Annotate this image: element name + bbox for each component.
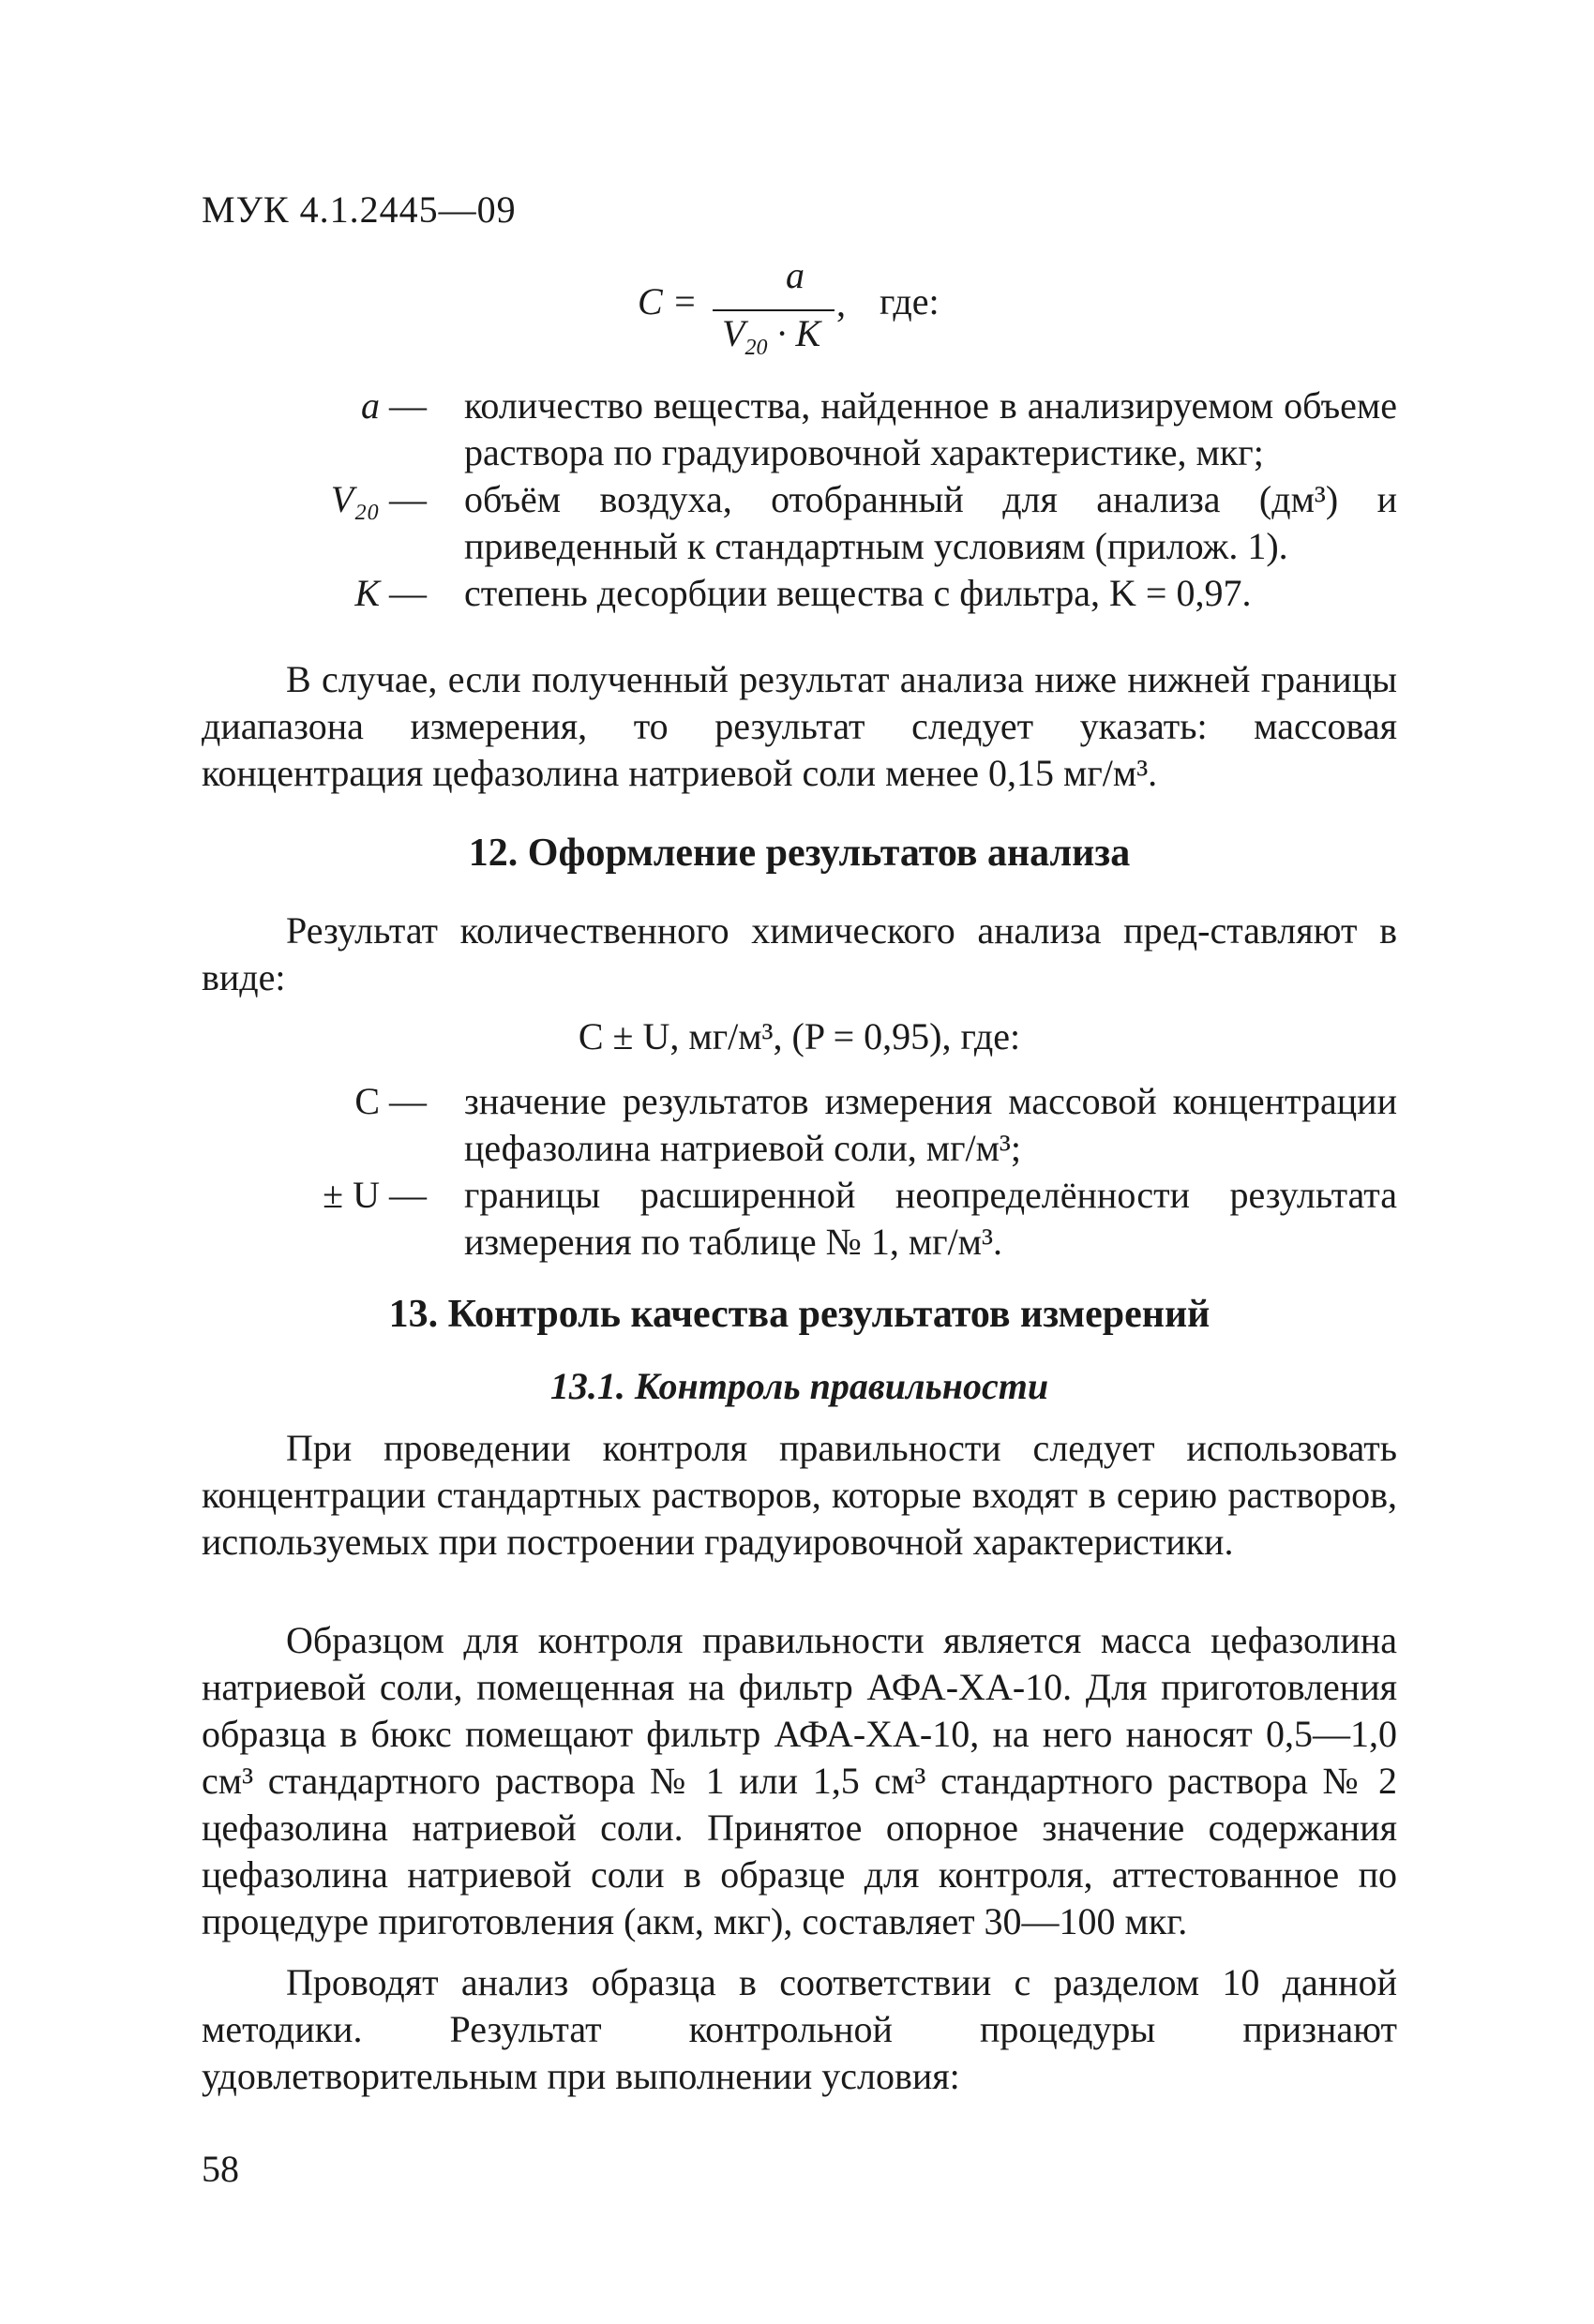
- definition-symbol: K: [354, 572, 380, 614]
- concentration-formula: [638, 253, 1031, 360]
- section-13-paragraph-1: При проведении контроля правильности следует использовать концентрации стандартных растворов, которые входят в серию растворов, используемых при построении градуировочной характеристики.: [202, 1427, 1397, 1563]
- definition-text: степень десорбции вещества с фильтра, K = 0,97.: [464, 572, 1252, 614]
- section-13-paragraph-2: Образцом для контроля правильности является масса цефазолина натриевой соли, помещенная на фильтр АФА-ХА-10. Для приготовления образца в бюкс помещают фильтр АФА-ХА-10, на него наносят 0,5—1,0 см³ стандартного раствора № 1 или 1,5 см³ стандартного раствора № 2 цефазолина натриевой соли. Принятое опорное значение содержания цефазолина натриевой соли в образце для контроля, аттестованное по процедуре приготовления (aкм, мкг), составляет 30—100 мкг.: [202, 1619, 1397, 1942]
- section-13-1-subtitle: 13.1. Контроль правильности: [549, 1365, 1049, 1407]
- definition-symbol: a: [361, 384, 380, 427]
- section-13-paragraph-3: Проводят анализ образца в соответствии с разделом 10 данной методики. Результат контрольной процедуры признают удовлетворительным при выполнении условия:: [202, 1961, 1397, 2097]
- definition-v20: V₂₀ — объём воздуха, отобранный для анализа (дм³) и приведенный к стандартным условиям (прилож. 1).: [202, 476, 1397, 570]
- page-number: 58: [202, 2148, 239, 2190]
- section-13-title: 13. Контроль качества результатов измерений: [388, 1293, 1211, 1336]
- section-12-intro: Результат количественного химического анализа пред-ставляют в виде:: [202, 909, 1397, 998]
- definition-c: C — значение результатов измерения массовой концентрации цефазолина натриевой соли, мг/м³;: [202, 1078, 1397, 1172]
- definition-symbol: V₂₀: [330, 478, 380, 520]
- formula-denominator: $V_{20} \cdot K$: [722, 312, 821, 360]
- definition-symbol: ± U: [323, 1174, 380, 1216]
- definition-text: количество вещества, найденное в анализируемом объеме раствора по градуировочной характеристике, мкг;: [464, 384, 1397, 473]
- definition-k: K — степень десорбции вещества с фильтра, K = 0,97.: [202, 570, 1397, 617]
- section-12-title: 12. Оформление результатов анализа: [468, 832, 1131, 875]
- result-definitions: [202, 1078, 1397, 1266]
- formula-numerator: a: [786, 254, 805, 296]
- formula-lhs: C =: [638, 280, 698, 322]
- document-code: МУК 4.1.2445—09: [202, 188, 517, 231]
- result-formula: C ± U, мг/м³, (P = 0,95), где:: [578, 1015, 1021, 1057]
- formula-comma: ,: [836, 282, 846, 324]
- formula-where: где:: [880, 280, 940, 322]
- definition-text: границы расширенной неопределённости результата измерения по таблице № 1, мг/м³.: [464, 1174, 1397, 1263]
- definition-text: значение результатов измерения массовой концентрации цефазолина натриевой соли, мг/м³;: [464, 1080, 1397, 1169]
- definition-text: объём воздуха, отобранный для анализа (дм³) и приведенный к стандартным условиям (прилож. 1).: [464, 478, 1397, 567]
- low-result-paragraph: В случае, если полученный результат анализа ниже нижней границы диапазона измерения, то результат следует указать: массовая концентрация цефазолина натриевой соли менее 0,15 мг/м³.: [202, 658, 1397, 794]
- definition-a: a — количество вещества, найденное в анализируемом объеме раствора по градуировочной характеристике, мкг;: [202, 382, 1397, 476]
- definition-u: ± U — границы расширенной неопределённости результата измерения по таблице № 1, мг/м³.: [202, 1172, 1397, 1266]
- formula-definitions: [202, 382, 1397, 617]
- definition-symbol: C: [354, 1080, 380, 1122]
